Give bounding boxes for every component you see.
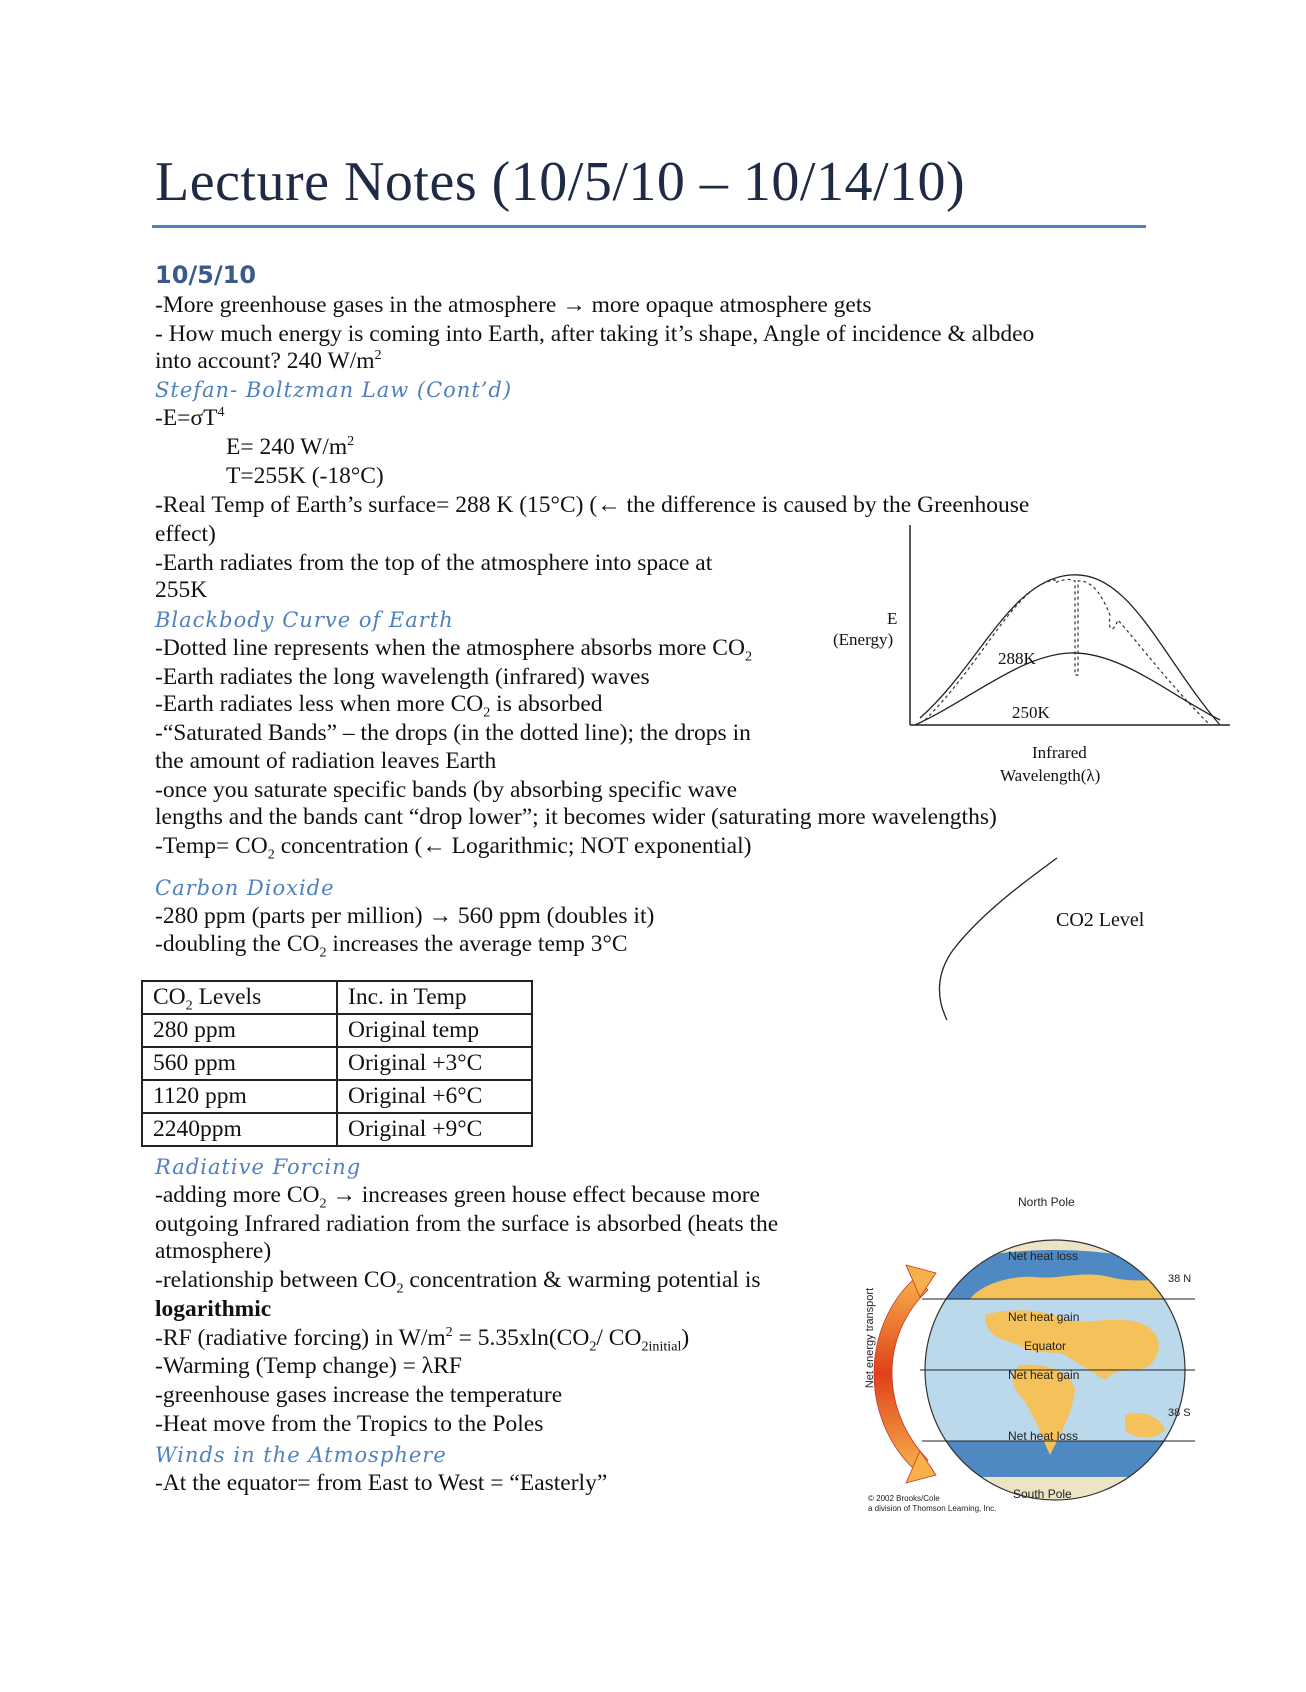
note-line: -Heat move from the Tropics to the Poles [155, 1411, 544, 1437]
table-header-row [142, 981, 532, 1014]
note-line: -Real Temp of Earth’s surface= 288 K (15°C) (← the difference is caused by the Greenhouse [155, 492, 1030, 518]
note-line: -RF (radiative forcing) in $W/m^2 = 5.35xln(CO_2/$ $CO_{2initial}$) [155, 1324, 690, 1355]
curve-label-288k: 288K [998, 649, 1036, 668]
globe-label-south-pole: South Pole [1013, 1487, 1072, 1501]
globe-label-north-pole: North Pole [1018, 1195, 1075, 1209]
section-date: 10/5/10 [155, 261, 257, 289]
note-line: -Warming (Temp change) = λRF [155, 1353, 462, 1379]
table-header-cell: $CO_2$ Levels [142, 981, 337, 1014]
note-line: -More greenhouse gases in the atmosphere → more opaque atmosphere gets [155, 292, 872, 318]
note-line: into account? 240 $W/m^2$ [155, 347, 382, 374]
note-line: -Dotted line represents when the atmosphere absorbs more $CO_2$ [155, 635, 752, 665]
note-line: E= 240 $W/m^2$ [226, 433, 355, 460]
table-cell: 560 ppm [142, 1047, 337, 1080]
table-row [142, 1080, 532, 1113]
section-heading-blackbody: Blackbody Curve of Earth [155, 608, 454, 632]
globe-label-equator: Equator [1024, 1339, 1067, 1353]
table-cell: Original temp [337, 1014, 532, 1047]
co2-level-label: CO2 Level [1056, 909, 1145, 931]
note-line-emphasis: logarithmic [155, 1296, 272, 1322]
note-line: the amount of radiation leaves Earth [155, 748, 497, 774]
graph-y-label: E [887, 609, 898, 628]
note-line: -doubling the $CO_2$ increases the average temp 3°C [155, 931, 628, 961]
section-heading-winds: Winds in the Atmosphere [155, 1443, 447, 1467]
table-cell: 1120 ppm [142, 1080, 337, 1113]
note-line: lengths and the bands cant “drop lower”; it becomes wider (saturating more wavelengths) [155, 804, 997, 830]
blackbody-curve-graph [880, 525, 1240, 735]
note-line: 255K [155, 577, 208, 603]
log-curve-sketch [925, 855, 1065, 1025]
note-line: -“Saturated Bands” – the drops (in the dotted line); the drops in [155, 720, 751, 746]
graph-x-label-infrared: Infrared [1032, 743, 1087, 762]
note-line: -Earth radiates from the top of the atmosphere into space at [155, 550, 713, 576]
co2-temperature-table [141, 980, 533, 1147]
table-row [142, 1113, 532, 1146]
table-header-cell: Inc. in Temp [337, 981, 532, 1014]
table-row [142, 1047, 532, 1080]
note-line: -greenhouse gases increase the temperature [155, 1382, 563, 1408]
note-line: -adding more $CO_2$ → increases green house effect because more [155, 1182, 760, 1212]
curve-label-250k: 250K [1012, 703, 1050, 722]
note-line: -280 ppm (parts per million) → 560 ppm (doubles it) [155, 903, 655, 929]
globe-label-38n: 38 N [1168, 1273, 1192, 1285]
note-line: effect) [155, 521, 216, 547]
globe-label-net-heat-gain-bottom: Net heat gain [1008, 1368, 1080, 1382]
section-heading-stefan-boltzman: Stefan- Boltzman Law (Cont’d) [155, 378, 513, 402]
figure-credit: © 2002 Brooks/Cole [868, 1494, 940, 1503]
note-line: atmosphere) [155, 1238, 272, 1264]
globe-label-energy-transport: Net energy transport [864, 1287, 877, 1389]
globe-label-net-heat-gain-top: Net heat gain [1008, 1310, 1080, 1324]
table-cell: 2240ppm [142, 1113, 337, 1146]
note-line: -relationship between $CO_2$ concentration & warming potential is [155, 1267, 761, 1297]
note-line: $-E=\sigma T^4$ [155, 404, 225, 431]
note-line: -Earth radiates less when more $CO_2$ is absorbed [155, 691, 603, 721]
globe-label-net-heat-loss-top: Net heat loss [1008, 1249, 1079, 1263]
title-divider [152, 225, 1146, 228]
table-row [142, 1014, 532, 1047]
graph-y-label-energy: (Energy) [833, 630, 894, 649]
section-heading-radiative-forcing: Radiative Forcing [155, 1155, 362, 1179]
page-title: Lecture Notes (10/5/10 – 10/14/10) [155, 151, 966, 213]
globe-label-38s: 38 S [1168, 1407, 1191, 1419]
note-line: -At the equator= from East to West = “Easterly” [155, 1470, 608, 1496]
note-line: -Earth radiates the long wavelength (infrared) waves [155, 664, 650, 690]
note-line: outgoing Infrared radiation from the surface is absorbed (heats the [155, 1211, 779, 1237]
table-cell: Original +9°C [337, 1113, 532, 1146]
table-cell: Original +6°C [337, 1080, 532, 1113]
note-line: - How much energy is coming into Earth, after taking it’s shape, Angle of incidence & albdeo [155, 321, 1035, 347]
note-line: -Temp= $CO_2$ concentration (← Logarithmic; NOT exponential) [155, 833, 752, 863]
section-heading-carbon-dioxide: Carbon Dioxide [155, 876, 335, 900]
table-cell: Original +3°C [337, 1047, 532, 1080]
graph-x-label-wavelength: Wavelength(λ) [1000, 766, 1101, 785]
table-cell: 280 ppm [142, 1014, 337, 1047]
figure-credit: a division of Thomson Learning, Inc. [868, 1504, 997, 1513]
note-line: -once you saturate specific bands (by absorbing specific wave [155, 777, 738, 803]
note-line: T=255K (-18°C) [226, 463, 384, 489]
globe-label-net-heat-loss-bottom: Net heat loss [1008, 1429, 1079, 1443]
